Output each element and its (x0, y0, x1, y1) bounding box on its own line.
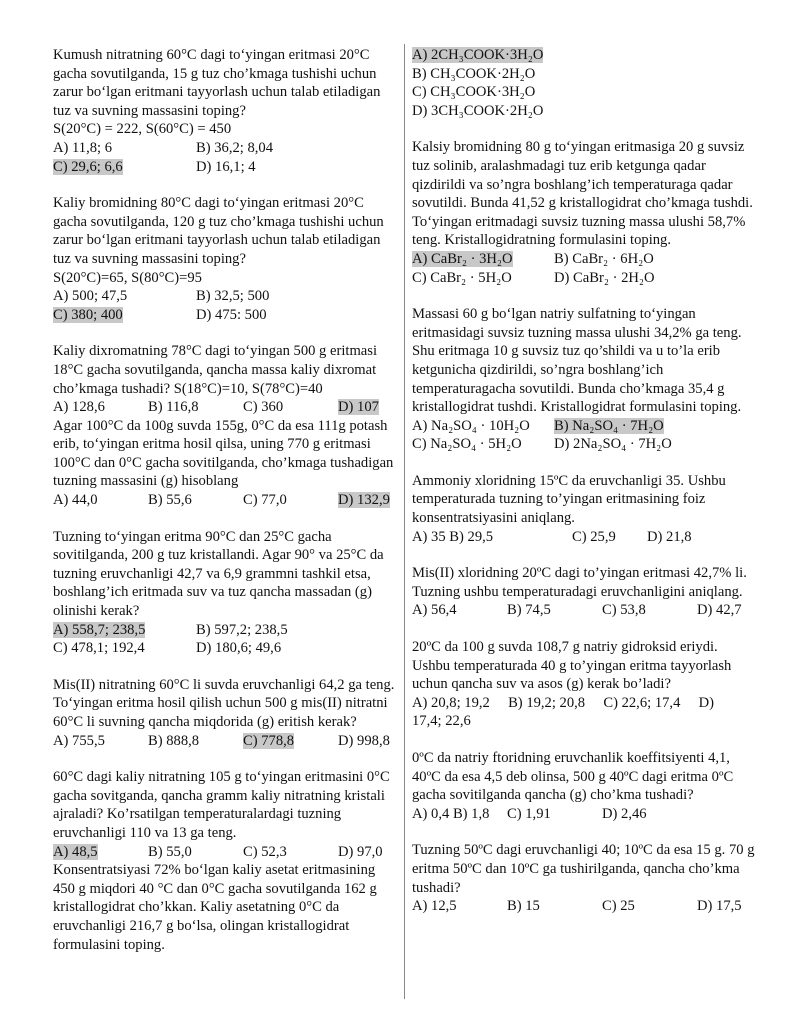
option-c: C) 53,8 (602, 602, 646, 619)
option-c: C) Na₂SO₄ · 5H₂O (412, 436, 522, 453)
option-c: C) 360 (243, 399, 284, 416)
question-text: Ammoniy xloridning 15ºC da eruvchanligi 35. Ushbu temperaturada tuzning to’yingan eritmasining foiz konsentratsiyasini aniqlang. (412, 472, 726, 527)
question-text: Kaliy dixromatning 78°C dagi to‘yingan 500 g eritmasi 18°C gacha sovutilganda, qancha massa kaliy dixromat cho’kmaga tushadi? S(18°C)=10, S(78°C)=40 (53, 343, 378, 397)
question-15 (412, 841, 757, 915)
option-d: D) CaBr₂ · 2H₂O (554, 269, 655, 286)
option-d: D) 42,7 (697, 602, 742, 619)
option-c: C) 25,9 (572, 528, 616, 545)
question-text: Kumush nitratning 60°C dagi to‘yingan eritmasi 20°C gacha sovutilganda, 15 g tuz cho’kmaga tushishi uchun zarur bo‘lgan eritmani tayyorlash uchun talab etiladigan tuz va suvning massasini toping? (53, 47, 381, 119)
options (412, 417, 757, 454)
options-line: A) 20,8; 19,2 B) 19,2; 20,8 C) 22,6; 17,4 D) (412, 694, 715, 711)
option-b: B) 15 (507, 898, 540, 915)
option-d: D) 17,5 (697, 898, 742, 915)
option-a: A) Na₂SO₄ · 10H₂O (412, 417, 530, 434)
option-b: B) 597,2; 238,5 (196, 621, 288, 638)
option-a-correct: A) CaBr₂ · 3H₂O (412, 250, 513, 267)
question-2 (53, 194, 398, 324)
question-text: Tuzning 50ºC dagi eruvchanligi 40; 10ºC da esa 15 g. 70 g eritma 50ºC dan 10ºC ga tushirilganda, qancha cho’kma tushadi? (412, 842, 755, 896)
option-d: D) 16,1; 4 (196, 158, 256, 175)
option-d-correct: D) 107 (338, 399, 379, 416)
options (53, 491, 398, 510)
right-column (412, 46, 757, 934)
option-b: B) CaBr₂ · 6H₂O (554, 250, 654, 267)
question-11 (412, 472, 757, 546)
question-text: 0ºC da natriy ftoridning eruvchanlik koeffitsiyenti 4,1, 40ºC da esa 4,5 deb olinsa, 500 g 40ºC dagi eritma 0ºC gacha sovitilganda qancha (g) cho’kma tushadi? (412, 750, 734, 804)
option-a: A) 500; 47,5 (53, 288, 128, 305)
option-b-correct: B) Na₂SO₄ · 7H₂O (554, 417, 664, 434)
option-a: A) 44,0 (53, 492, 98, 509)
question-text: Mis(II) nitratning 60°C li suvda eruvchanligi 64,2 ga teng. To‘yingan eritma hosil qilish uchun 500 g mis(II) nitratni 60°C li suvning qancha miqdorida (g) eritish kerak? (53, 676, 395, 730)
option-c: C) 1,91 (507, 805, 551, 822)
option-b: B) 888,8 (148, 732, 200, 749)
option-d-correct: D) 132,9 (338, 492, 390, 509)
question-text: Kalsiy bromidning 80 g to‘yingan eritmasiga 20 g suvsiz tuz solinib, aralashmadagi tuz erib ketgunga qadar qizdirildi va so’ngra boshlang’ich temperaturaga qadar sovutildi. Bunda 41,52 g kristallogidrat cho’kmaga tushdi. To‘yingan eritmadagi suvsiz tuzning massa ulushi 58,7% teng. Kristallogidratning formulasini toping. (412, 139, 753, 249)
options (412, 897, 757, 916)
column-divider (404, 44, 405, 999)
question-8 (53, 861, 398, 954)
option-a: A) 12,5 (412, 898, 457, 915)
option-b: B) 116,8 (148, 399, 199, 416)
options (53, 621, 398, 658)
question-13 (412, 638, 757, 731)
question-1 (53, 46, 398, 176)
question-3 (53, 342, 398, 416)
options (53, 843, 398, 862)
options (412, 528, 757, 547)
option-d: D) 475: 500 (196, 306, 267, 323)
option-d: D) 3CH₃COOK·2H₂O (412, 102, 544, 119)
option-c-correct: C) 778,8 (243, 732, 295, 749)
question-text: Mis(II) xloridning 20ºC dagi to’yingan eritmasi 42,7% li. Tuzning ushbu temperaturadagi eruvchanligini aniqlang. (412, 565, 747, 600)
option-c: C) CH₃COOK·3H₂O (412, 84, 536, 101)
options (53, 732, 398, 751)
option-b: B) 36,2; 8,04 (196, 139, 274, 156)
question-text: Tuzning to‘yingan eritma 90°C dan 25°C gacha sovitilganda, 200 g tuz kristallandi. Agar 90° va 25°C da tuzning eruvchanligi 42,7 va 6,9 grammni tashkil etsa, boshlang’ich eritmada suv va tuz qancha massadan (g) olinishi kerak? (53, 528, 384, 620)
question-14 (412, 749, 757, 823)
question-text: 20ºC da 100 g suvda 108,7 g natriy gidroksid eriydi. Ushbu temperaturada 40 g to’yingan eritma tayyorlash uchun qancha suv va asos (g) kerak bo’ladi? (412, 639, 732, 693)
option-b: B) 32,5; 500 (196, 288, 270, 305)
question-text: Massasi 60 g bo‘lgan natriy sulfatning to‘yingan eritmasidagi suvsiz tuzning massa ulushi 34,2% ga teng. Shu eritmaga 10 g suvsiz tuz qo’shildi va u to’la erib ketgunicha qizdirildi, so’ngra boshlang’ich temperaturagacha sovutildi. Bunda cho’kmaga 35,4 g kristallogidrat tushdi. Kristallogidrat formulasini toping. (412, 306, 742, 416)
question-extra: S(20°C)=65, S(80°C)=95 (53, 269, 202, 286)
question-extra: S(20°C) = 222, S(60°C) = 450 (53, 121, 232, 138)
option-a: A) 56,4 (412, 602, 457, 619)
option-d: D) 180,6; 49,6 (196, 640, 282, 657)
question-10 (412, 305, 757, 454)
option-c-correct: C) 29,6; 6,6 (53, 158, 123, 175)
question-9 (412, 138, 757, 287)
option-c: C) 77,0 (243, 492, 287, 509)
option-ab: A) 0,4 B) 1,8 (412, 805, 490, 822)
option-c: C) 25 (602, 898, 635, 915)
option-b: B) 74,5 (507, 602, 551, 619)
option-d: D) 998,8 (338, 732, 390, 749)
options (53, 398, 398, 417)
option-a-correct: A) 558,7; 238,5 (53, 621, 146, 638)
options-line-2: 17,4; 22,6 (412, 713, 471, 730)
option-a: A) 755,5 (53, 732, 105, 749)
option-a-correct: A) 2CH₃COOK·3H₂O (412, 47, 544, 63)
question-8-options (412, 46, 757, 120)
options (53, 287, 398, 324)
question-7 (53, 768, 398, 861)
option-d: D) 2Na₂SO₄ · 7H₂O (554, 436, 672, 453)
question-text: Kaliy bromidning 80°C dagi to‘yingan eritmasi 20°C gacha sovutilganda, 120 g tuz cho’kmaga tushishi uchun zarur bo‘lgan eritmani tayyorlash uchun talab etiladigan tuz va suvning massasini toping? (53, 195, 384, 267)
option-c-correct: C) 380; 400 (53, 306, 123, 323)
option-d: D) 2,46 (602, 805, 647, 822)
question-text: Konsentratsiyasi 72% bo‘lgan kaliy asetat eritmasining 450 g miqdori 40 °C dan 0°C gacha sovutilganda 162 g kristallogidrat cho’kkan. Kaliy asetatning 0°C da eruvchanligi 216,7 g bo‘lsa, olingan kristallogidrat formulasini toping. (53, 862, 377, 953)
question-12 (412, 564, 757, 620)
question-text: Agar 100°C da 100g suvda 155g, 0°C da esa 111g potash erib, to‘yingan eritma hosil qilsa, uning 770 g eritmasi 100°C dan 0°C gacha sovitilganda, cho’kmaga tushadigan tuzning massasini (g) hisoblang (53, 417, 394, 490)
option-a-correct: A) 48,5 (53, 843, 98, 860)
question-5 (53, 528, 398, 658)
option-ab: A) 35 B) 29,5 (412, 528, 494, 545)
option-b: B) 55,0 (148, 843, 192, 860)
question-6 (53, 676, 398, 750)
option-c: C) 478,1; 192,4 (53, 640, 145, 657)
option-e (697, 805, 757, 824)
option-b: B) CH₃COOK·2H₂O (412, 65, 536, 82)
options (53, 139, 398, 176)
options (412, 250, 757, 287)
option-c: C) 52,3 (243, 843, 287, 860)
question-text: 60°C dagi kaliy nitratning 105 g to‘yingan eritmasini 0°C gacha sovitganda, qancha gramm kaliy nitratning kristali ajraladi? Ko’rsatilgan temperaturalardagi tuzning eruvchanligi 110 va 13 ga teng. (53, 769, 390, 841)
options (412, 601, 757, 620)
question-4 (53, 417, 398, 510)
option-a: A) 11,8; 6 (53, 139, 113, 156)
option-e (727, 528, 767, 547)
left-column (53, 46, 398, 972)
option-d: D) 97,0 (338, 843, 383, 860)
options (412, 805, 757, 824)
option-c: C) CaBr₂ · 5H₂O (412, 269, 512, 286)
option-d: D) 21,8 (647, 528, 692, 545)
option-a: A) 128,6 (53, 399, 105, 416)
option-b: B) 55,6 (148, 492, 192, 509)
